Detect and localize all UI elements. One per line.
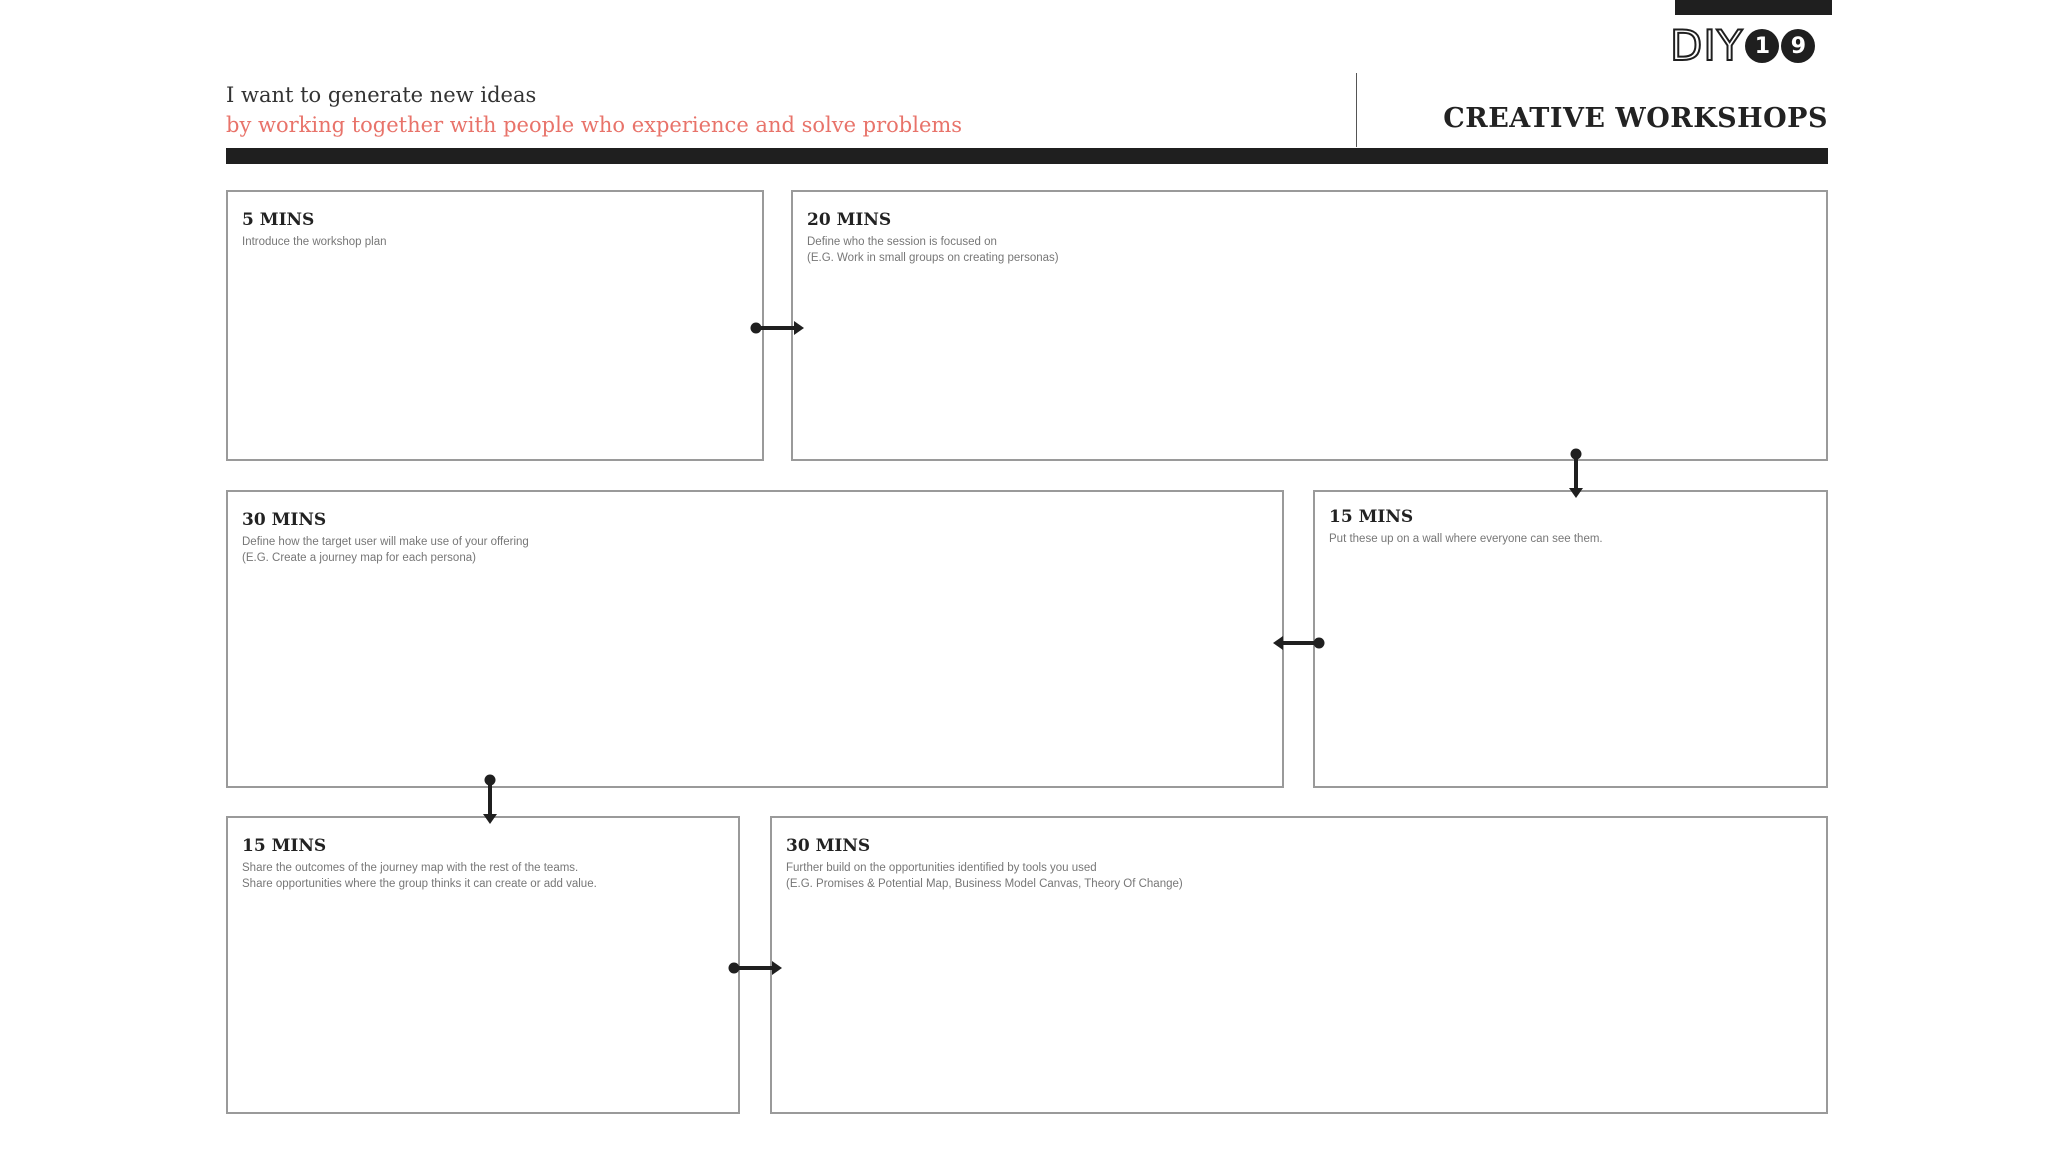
step-desc-line: Share opportunities where the group thinks it can create or add value. [242, 878, 597, 890]
step-time: 5 MINS [242, 210, 315, 230]
logo-digit-1: 1 [1745, 29, 1779, 63]
arrow-right-icon [748, 318, 808, 338]
logo-text: DIY [1670, 21, 1744, 70]
step-desc-line: Define who the session is focused on [807, 236, 997, 248]
step-desc-line: (E.G. Create a journey map for each persona) [242, 552, 476, 564]
diy-logo [1670, 21, 1832, 70]
step-desc-line: Further build on the opportunities identified by tools you used [786, 862, 1097, 874]
logo-digit-2: 9 [1781, 29, 1815, 63]
step-time: 15 MINS [242, 836, 327, 856]
step-box-1[interactable] [226, 190, 764, 461]
step-description [1329, 531, 1603, 547]
step-desc-line: Share the outcomes of the journey map with the rest of the teams. [242, 862, 579, 874]
intro-line-1: I want to generate new ideas [226, 83, 537, 107]
arrow-down-icon [480, 772, 500, 828]
step-desc-line: (E.G. Work in small groups on creating personas) [807, 252, 1059, 264]
step-desc-line: Introduce the workshop plan [242, 236, 387, 248]
intro-line-2: by working together with people who experience and solve problems [226, 113, 963, 137]
arrow-left-icon [1269, 633, 1329, 653]
step-description [242, 234, 386, 250]
step-time: 30 MINS [786, 836, 871, 856]
step-time: 15 MINS [1329, 507, 1414, 527]
step-description [242, 534, 529, 566]
step-desc-line: Define how the target user will make use of your offering [242, 536, 529, 548]
step-time: 30 MINS [242, 510, 327, 530]
intro-text [226, 80, 962, 140]
step-desc-line: (E.G. Promises & Potential Map, Business Model Canvas, Theory Of Change) [786, 878, 1183, 890]
page-title: CREATIVE WORKSHOPS [1443, 103, 1828, 134]
header-divider [1356, 73, 1357, 147]
step-time: 20 MINS [807, 210, 892, 230]
step-box-4[interactable] [1313, 490, 1828, 788]
header-rule [226, 148, 1828, 164]
step-desc-line: Put these up on a wall where everyone can see them. [1329, 533, 1603, 545]
step-description [242, 860, 597, 892]
step-description [807, 234, 1059, 266]
arrow-down-icon [1566, 446, 1586, 502]
step-box-2[interactable] [791, 190, 1828, 461]
step-description [786, 860, 1183, 892]
step-box-6[interactable] [770, 816, 1828, 1114]
arrow-right-icon [726, 958, 786, 978]
step-box-5[interactable] [226, 816, 740, 1114]
step-box-3[interactable] [226, 490, 1284, 788]
top-tab [1675, 0, 1832, 15]
